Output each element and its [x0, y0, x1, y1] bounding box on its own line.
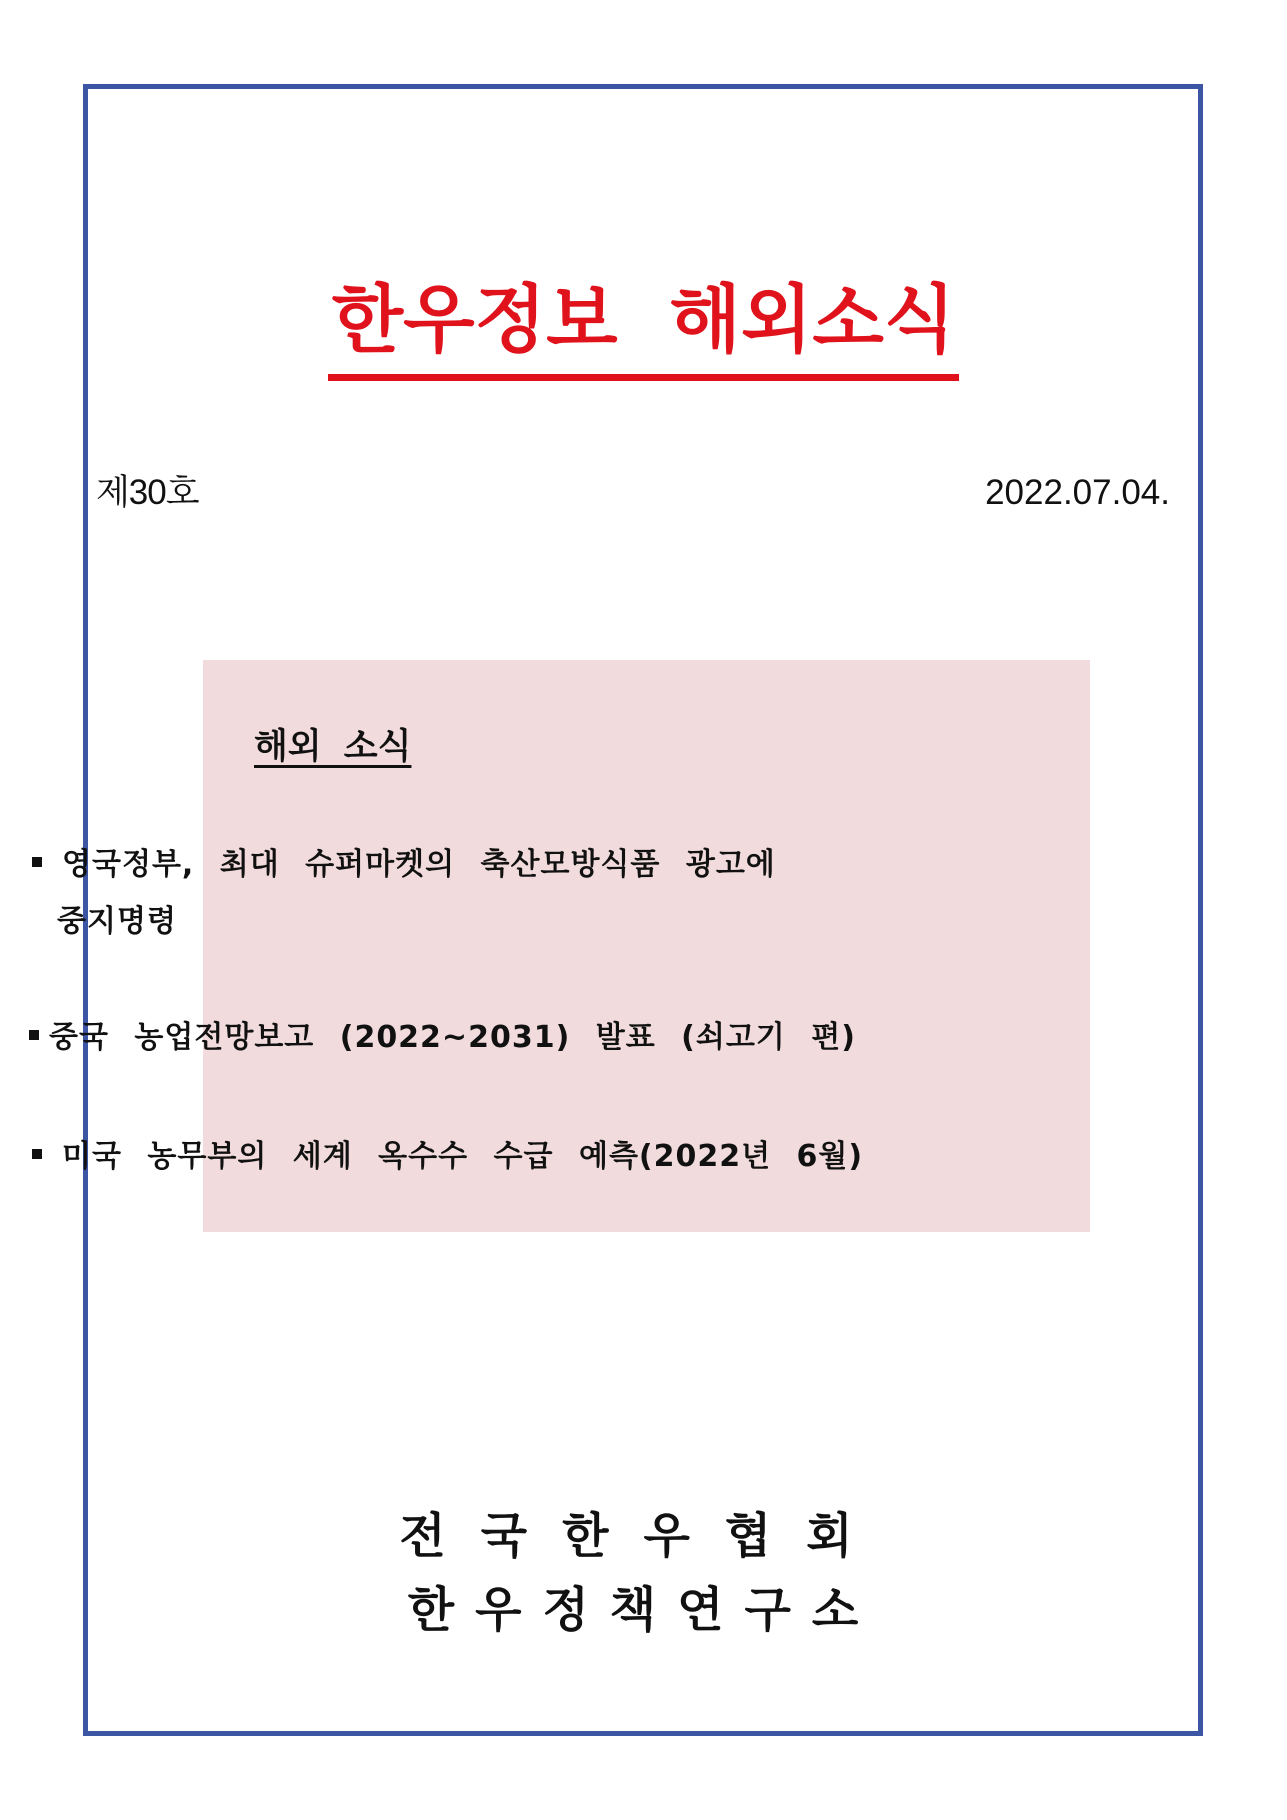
news-item-text: 미국 농무부의 세계 옥수수 수급 예측(2022년 6월) — [62, 1139, 864, 1174]
news-item — [32, 1128, 863, 1185]
organization-name: 전국한우협회 — [399, 1508, 888, 1564]
news-item-text: 중국 농업전망보고 (2022~2031) 발표 (쇠고기 편) — [49, 1020, 856, 1055]
square-bullet-icon — [29, 1030, 39, 1040]
square-bullet-icon — [32, 1149, 42, 1159]
issue-number: 제30호 — [96, 473, 199, 512]
page-title — [0, 272, 1287, 381]
institute-name: 한우정책연구소 — [407, 1582, 880, 1638]
issue-date: 2022.07.04. — [985, 473, 1170, 512]
news-item-text-continued: 중지명령 — [57, 904, 177, 939]
square-bullet-icon — [32, 857, 42, 867]
news-item — [29, 1009, 856, 1066]
news-box-heading: 해외 소식 — [254, 727, 412, 767]
page-title-text: 한우정보 해외소식 — [328, 272, 960, 381]
news-item-text: 영국정부, 최대 슈퍼마켓의 축산모방식품 광고에 — [62, 847, 776, 882]
news-item — [32, 836, 776, 950]
